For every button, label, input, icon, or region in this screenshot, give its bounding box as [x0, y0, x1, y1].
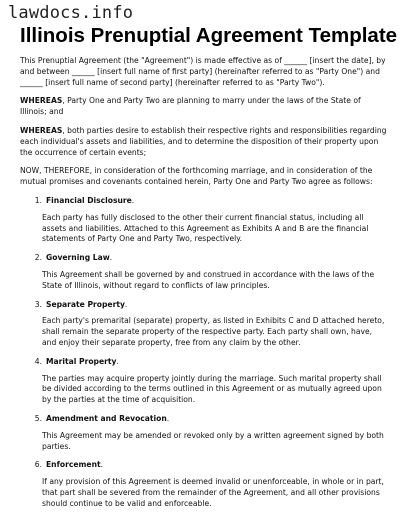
section-text: If any provision of this Agreement is deemed invalid or unenforceable, in whole or in part, that part shall be severed from the remainder of the Agreement, and all other provisions should continue to be valid and enforceable. — [42, 477, 384, 508]
whereas-paragraph-2 — [20, 126, 388, 158]
site-label: lawdocs.info — [8, 3, 134, 23]
document-body — [20, 56, 388, 518]
intro-paragraph: This Prenuptial Agreement (the "Agreement") is made effective as of ______ [insert the date], by and between ______ [insert full name of first party] (hereinafter referred to as "Party One") and ______ [insert full name of second party] (hereinafter referred to as "Party Two"). — [20, 56, 386, 87]
whereas-paragraph-1 — [20, 96, 388, 118]
section-heading: Financial Disclosure. — [46, 195, 135, 205]
whereas-text: , Party One and Party Two are planning to marry under the laws of the State of Illinois; and — [20, 96, 361, 117]
section-amendment-revocation — [20, 414, 388, 452]
section-text: This Agreement shall be governed by and construed in accordance with the laws of the State of Illinois, without regard to conflicts of law principles. — [42, 269, 375, 290]
section-governing-law — [20, 253, 388, 291]
whereas-text: , both parties desire to establish their respective rights and responsibilities regarding each individual's assets and liabilities, and to determine the disposition of their property upon the occurrence of certain events; — [20, 125, 387, 157]
now-therefore-paragraph: NOW, THEREFORE, in consideration of the forthcoming marriage, and in consideration of the mutual promises and covenants contained herein, Party One and Party Two agree as follows: — [20, 166, 373, 187]
section-heading: Governing Law. — [46, 253, 113, 263]
section-number: 6. — [34, 460, 42, 470]
section-number: 1. — [34, 195, 42, 205]
section-financial-disclosure — [20, 196, 388, 245]
section-marital-property — [20, 357, 388, 406]
section-number: 2. — [34, 253, 42, 263]
section-heading: Enforcement. — [46, 460, 104, 470]
section-text: Each party has fully disclosed to the other their current financial status, including all assets and liabilities. Attached to this Agreement as Exhibits A and B are the financial statements of Party One and Party Two, respectively. — [42, 212, 369, 244]
section-number: 4. — [34, 356, 42, 366]
section-text: Each party's premarital (separate) property, as listed in Exhibits C and D attached hereto, shall remain the separate property of the respective party. Each party shall own, have, and enjoy their separate property, free from any claim by the other. — [42, 316, 385, 347]
whereas-label: WHEREAS — [20, 125, 63, 135]
section-number: 5. — [34, 413, 42, 423]
section-enforcement — [20, 460, 388, 509]
section-heading: Marital Property. — [46, 356, 119, 366]
section-text: This Agreement may be amended or revoked only by a written agreement signed by both parties. — [42, 430, 384, 451]
section-heading: Separate Property. — [46, 299, 128, 309]
section-separate-property — [20, 300, 388, 349]
section-text: The parties may acquire property jointly during the marriage. Such marital property shall be divided according to the terms outlined in this Agreement or as mutually agreed upon by the parties at the time of acquisition. — [42, 373, 382, 405]
whereas-label: WHEREAS — [20, 96, 63, 106]
section-number: 3. — [34, 299, 42, 309]
section-heading: Amendment and Revocation. — [46, 413, 170, 423]
page-title: Illinois Prenuptial Agreement Template — [20, 24, 398, 47]
